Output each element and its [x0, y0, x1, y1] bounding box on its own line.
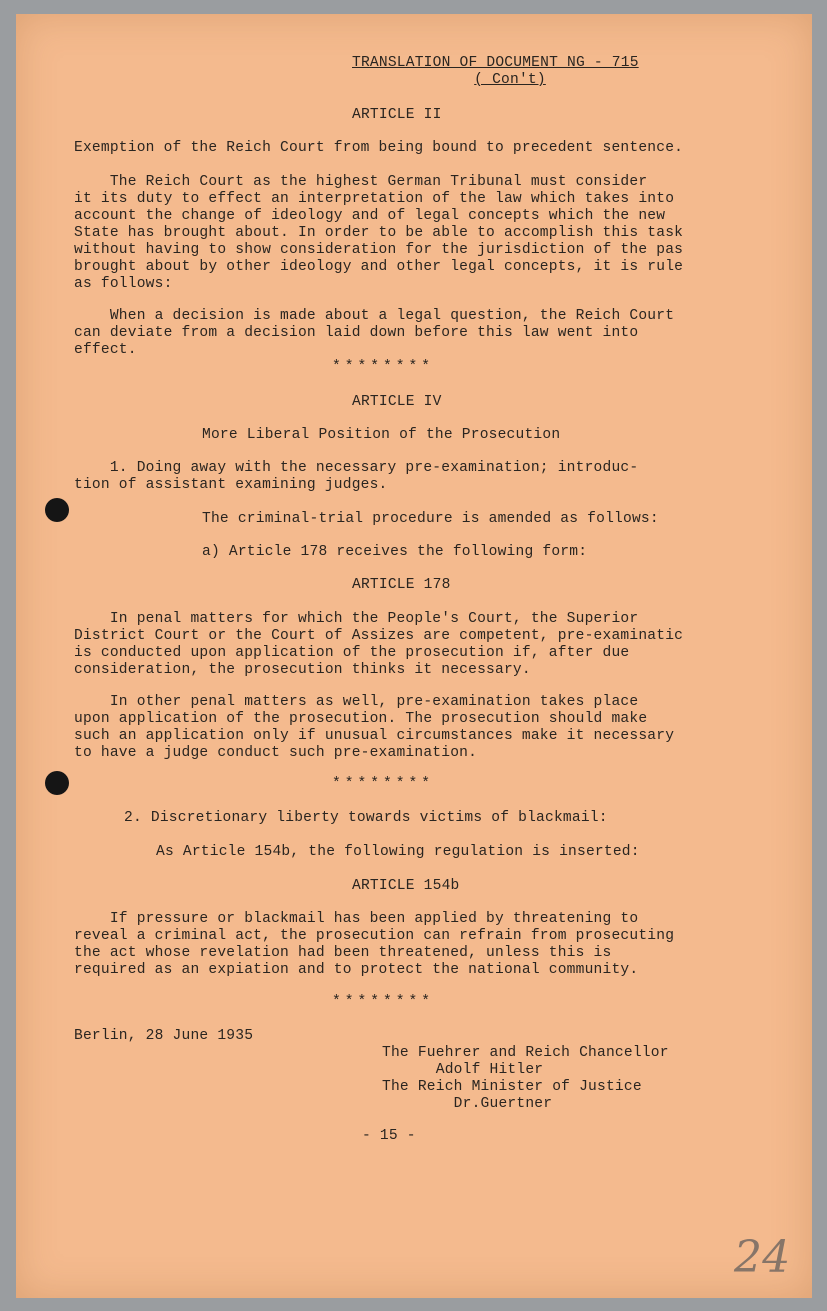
article-154b-heading: ARTICLE 154b — [352, 878, 460, 894]
amendment-a: a) Article 178 receives the following form: — [202, 544, 588, 560]
handwritten-page-number: 24 — [734, 1232, 791, 1283]
separator-stars-1: ******** — [332, 359, 435, 375]
article-178-heading: ARTICLE 178 — [352, 577, 451, 593]
amendment-intro: The criminal-trial procedure is amended as follows: — [202, 511, 659, 527]
document-page: TRANSLATION OF DOCUMENT NG - 715 ( Con't) ARTICLE II Exemption of the Reich Court from being bound to precedent sentence. The Reich Court as the highest German Tribunal must consider it its duty to effect an interpretation of the law which takes into account the change of ideology and of legal concepts which the new State has brought about. In order to be able to accomplish this task without having to show consideration for the jurisdiction of the pas brought about by other ideology and other legal concepts, it is rule as follows: When a decision is made about a legal question, the Reich Court can deviate from a decision laid down before this law went into effect. ******** ARTICLE IV More Liberal Position of the Prosecution 1. Doing away with the necessary pre-examination; introduc- tion of assistant examining judges. The criminal-trial procedure is amended as follows: a) Article 178 receives the following form: ARTICLE 178 In penal matters for which the People's Court, the Superior District Court or the Court of Assizes are competent, pre-examinatic is conducted upon application of the prosecution if, after due consideration, the prosecution thinks it necessary. In other penal matters as well, pre-examination takes place upon application of the prosecution. The prosecution should make such an application only if unusual circumstances make it necessary to have a judge conduct such pre-examination. ******** 2. Discretionary liberty towards victims of blackmail: As Article 154b, the following regulation is inserted: ARTICLE 154b If pressure or blackmail has been applied by threatening to reveal a criminal act, the prosecution can refrain from prosecuting the act whose revelation had been threatened, unless this is required as an expiation and to protect the national community. ******** Berlin, 28 June 1935 The Fuehrer and Reich Chancellor Adolf Hitler The Reich Minister of Justice Dr.Guertner - 15 - 24 — [16, 14, 812, 1298]
item-2-insert: As Article 154b, the following regulation is inserted: — [156, 844, 640, 860]
article-iv-subtitle: More Liberal Position of the Prosecution — [202, 427, 561, 443]
header-title: TRANSLATION OF DOCUMENT NG - 715 — [352, 55, 639, 71]
article-ii-subtitle: Exemption of the Reich Court from being bound to precedent sentence. — [74, 140, 684, 156]
article-iv-heading: ARTICLE IV — [352, 394, 442, 410]
place-date: Berlin, 28 June 1935 — [74, 1028, 254, 1044]
punch-hole-bottom — [45, 771, 69, 795]
separator-stars-2: ******** — [332, 776, 435, 792]
page-number: - 15 - — [362, 1128, 416, 1144]
punch-hole-top — [45, 498, 69, 522]
separator-stars-3: ******** — [332, 994, 435, 1010]
header-continued: ( Con't) — [474, 72, 546, 88]
article-ii-heading: ARTICLE II — [352, 107, 442, 123]
item-2-title: 2. Discretionary liberty towards victims of blackmail: — [124, 810, 608, 826]
